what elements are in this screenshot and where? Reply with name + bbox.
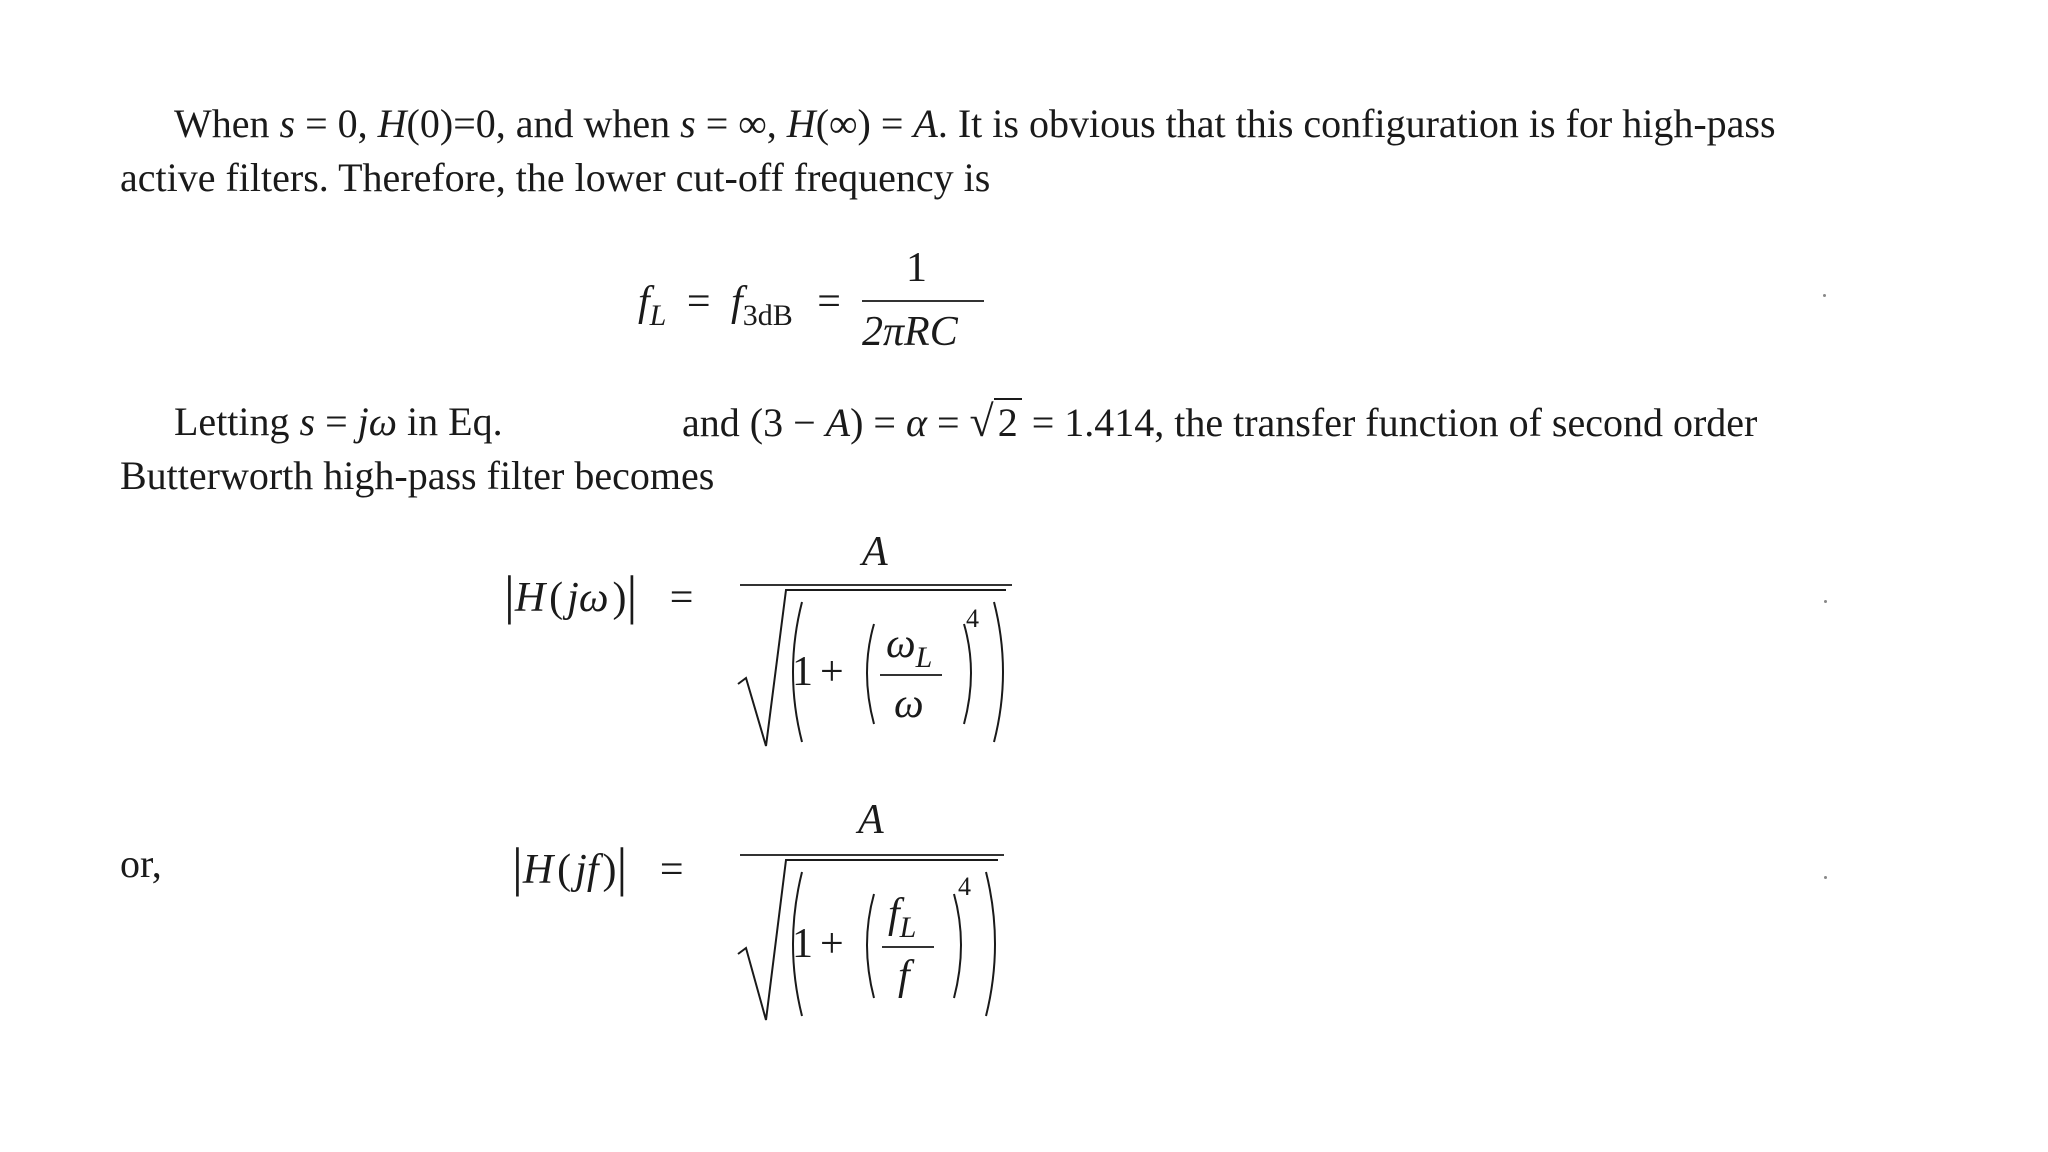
text: When: [174, 101, 280, 146]
sqrt-radical-icon: [736, 588, 1036, 758]
eq2-numerator: A: [862, 529, 888, 575]
margin-dot: [1823, 294, 1826, 297]
text: (∞) =: [815, 101, 914, 146]
eq1-denominator: 2πRC: [862, 309, 958, 355]
paragraph-2-line-1b: [682, 396, 1757, 449]
eq2-exponent: 4: [966, 604, 979, 633]
subscript: L: [649, 299, 667, 332]
text: =: [315, 399, 358, 444]
paren: ): [602, 847, 617, 893]
var-jf: jf: [575, 847, 599, 893]
text: ) =: [850, 400, 906, 445]
var-s: s: [299, 399, 316, 444]
text: . It is obvious that this configuration is for high-pass: [937, 101, 1776, 146]
eq2-one: 1: [792, 649, 813, 695]
abs-bar: |: [512, 837, 523, 897]
text: (0)=0, and when: [406, 101, 681, 146]
or-label: or,: [120, 841, 162, 886]
eq1-numerator: 1: [906, 245, 927, 291]
subscript: 3dB: [742, 299, 793, 332]
fraction-bar: [862, 300, 984, 302]
var-H: H: [522, 847, 554, 893]
equals-sign: =: [817, 279, 841, 325]
text: = 0,: [295, 101, 378, 146]
var-jw: jω: [357, 399, 398, 444]
text: = ∞,: [695, 101, 787, 146]
var-jw: jω: [567, 575, 609, 621]
fraction-bar: [740, 584, 1012, 586]
var-s: s: [279, 101, 296, 146]
equals-sign: =: [659, 847, 684, 893]
var-A: A: [913, 101, 938, 146]
text: Letting: [174, 399, 300, 444]
eq2-plus: +: [820, 649, 844, 695]
var-omega: ω: [886, 621, 916, 667]
inner-fraction-bar: [880, 674, 942, 676]
var-A: A: [825, 400, 851, 445]
equals-sign: =: [669, 575, 694, 621]
margin-dot: [1824, 600, 1827, 603]
var-f: f: [888, 891, 900, 937]
var-H: H: [514, 575, 546, 621]
text: =: [926, 400, 970, 445]
subscript: L: [899, 911, 917, 944]
paragraph-2-line-2: Butterworth high-pass filter becomes: [120, 453, 715, 498]
inner-fraction-bar: [882, 946, 934, 948]
var-f: f: [638, 279, 650, 325]
abs-bar: |: [504, 565, 515, 625]
var-H: H: [377, 101, 407, 146]
eq1-lhs: [638, 278, 841, 332]
var-H: H: [786, 101, 816, 146]
fraction-bar: [740, 854, 1004, 856]
eq3-numerator: A: [858, 797, 884, 843]
paren: ): [612, 575, 627, 621]
subscript: L: [915, 641, 933, 674]
abs-bar: |: [626, 565, 638, 625]
paren: (: [557, 847, 572, 893]
eq3-inner-numerator: [888, 890, 917, 944]
sqrt-radical-icon: [736, 858, 1036, 1028]
equals-sign: =: [686, 279, 711, 325]
paragraph-2-line-1a: [174, 396, 503, 448]
sqrt-argument: 2: [994, 398, 1022, 445]
var-f: f: [731, 279, 743, 325]
paragraph-1-line-2: active filters. Therefore, the lower cut-off frequency is: [120, 155, 991, 200]
text: = 1.414, the transfer function of second order: [1021, 400, 1758, 445]
sqrt-symbol: √: [969, 397, 994, 446]
var-alpha: α: [905, 400, 927, 445]
eq3-plus: +: [820, 921, 844, 967]
margin-dot: [1824, 876, 1827, 879]
text: and (3 −: [682, 400, 826, 445]
eq3-exponent: 4: [958, 872, 971, 901]
abs-bar: |: [616, 837, 628, 897]
eq2-inner-denominator: ω: [894, 681, 924, 727]
eq3-one: 1: [792, 921, 813, 967]
eq2-lhs: [504, 562, 693, 624]
eq3-inner-denominator: f: [898, 953, 910, 999]
var-s: s: [680, 101, 696, 146]
paren: (: [549, 575, 564, 621]
paragraph-1-line-1: [174, 98, 1776, 150]
eq2-inner-numerator: [886, 620, 933, 674]
text: in Eq.: [397, 399, 503, 444]
eq3-lhs: [512, 834, 684, 896]
